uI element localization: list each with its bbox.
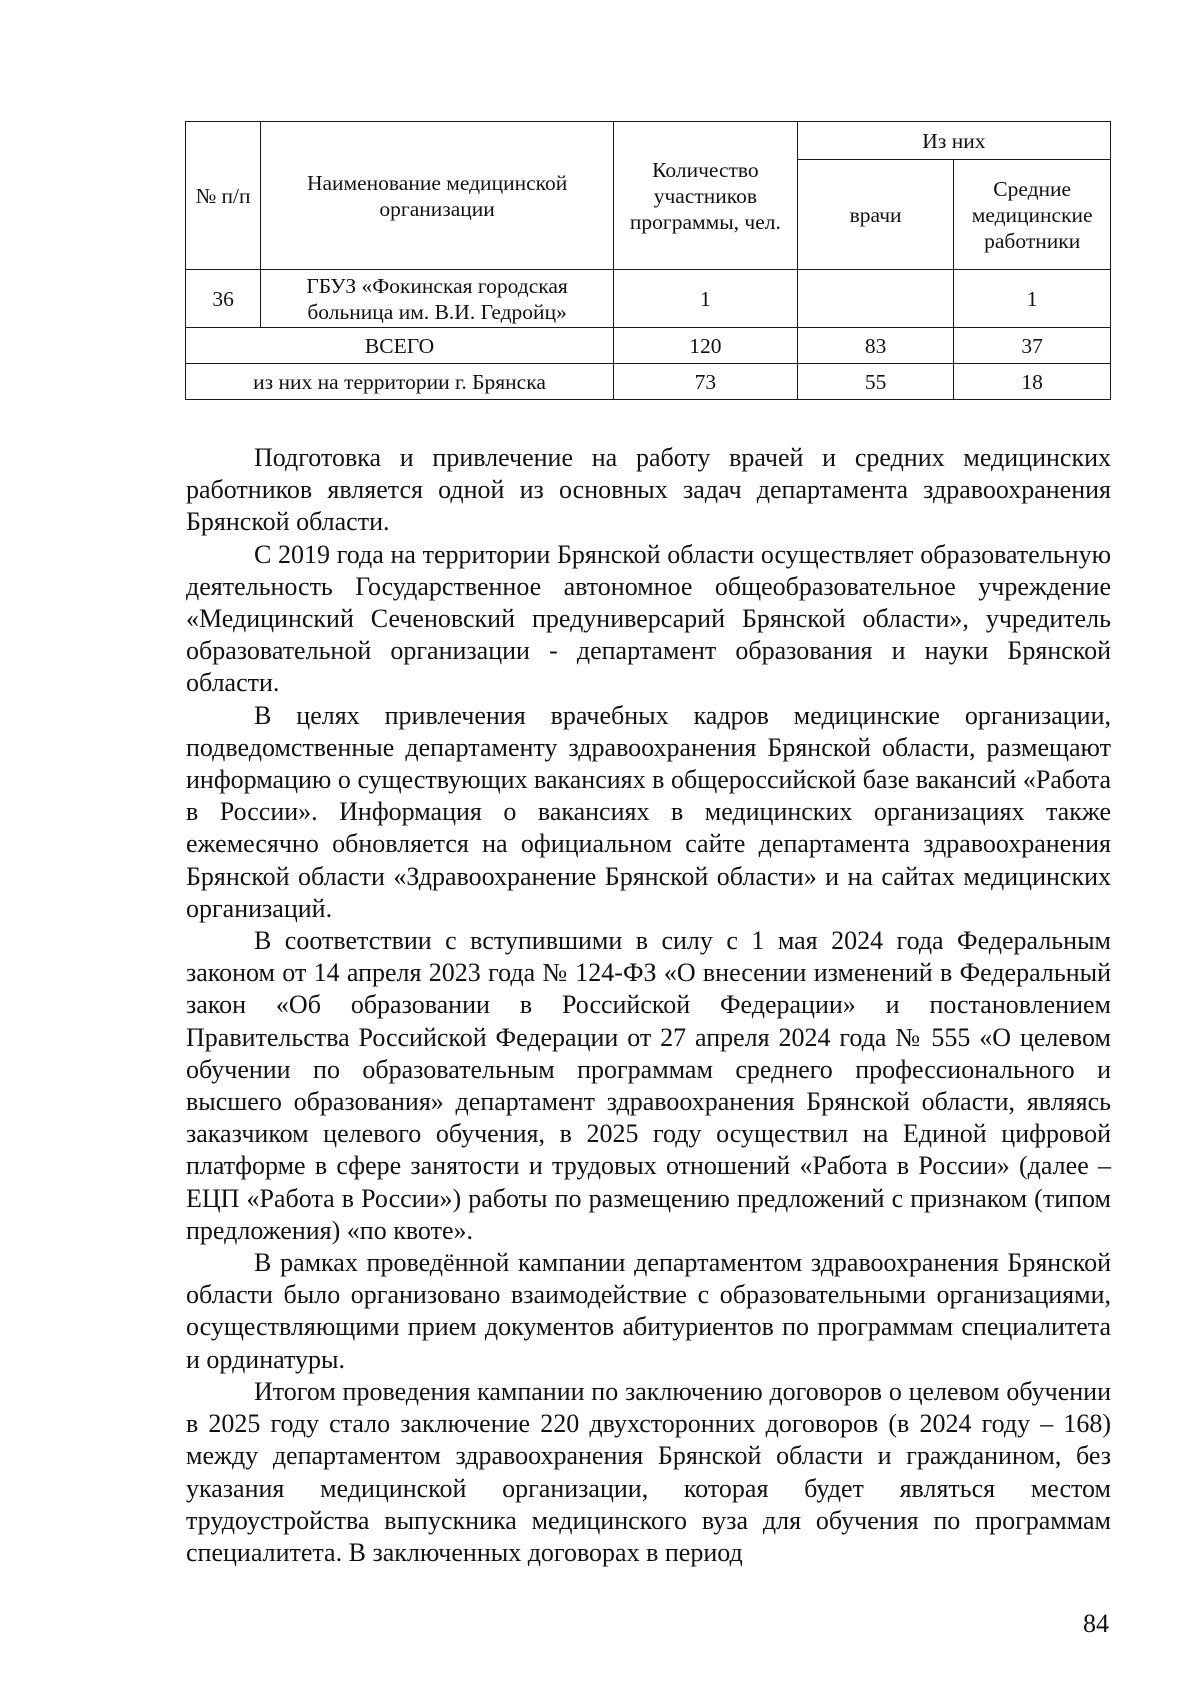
header-name: Наименование медицинской организации [261,122,614,270]
table-header-row [186,122,1111,160]
table-row [186,270,1111,328]
total-label: ВСЕГО [186,328,614,364]
page-number: 84 [1083,1609,1109,1638]
participants-table [185,121,1111,400]
paragraph: С 2019 года на территории Брянской области осуществляет образовательную деятельность Государственное автономное общеобразовательное учреждение «Медицинский Сеченовский предуниверсарий Брянской области», учредитель образовательной организации - департамент образования и науки Брянской области. [186,539,1111,698]
header-of-them: Из них [797,122,1110,160]
total-nurses: 37 [954,328,1111,364]
total-doctors: 83 [797,328,954,364]
paragraph: В соответствии с вступившими в силу с 1 мая 2024 года Федеральным законом от 14 апреля 2023 года № 124-ФЗ «О внесении изменений в Федеральный закон «Об образовании в Российской Федерации» и постановлением Правительства Российской Федерации от 27 апреля 2024 года № 555 «О целевом обучении по образовательным программам среднего профессионального и высшего образования» департамент здравоохранения Брянской области, являясь заказчиком целевого обучения, в 2025 году осуществил на Единой цифровой платформе в сфере занятости и трудовых отношений «Работа в России» (далее – ЕЦП «Работа в России») работы по размещению предложений с признаком (типом предложения) «по квоте». [186,926,1111,1245]
bryansk-doctors: 55 [797,364,954,400]
paragraph: В целях привлечения врачебных кадров медицинские организации, подведомственные департаменту здравоохранения Брянской области, размещают информацию о существующих вакансиях в общероссийской базе вакансий «Работа в России». Информация о вакансиях в медицинских организациях также ежемесячно обновляется на официальном сайте департамента здравоохранения Брянской области «Здравоохранение Брянской области» и на сайтах медицинских организаций. [186,700,1111,923]
cell-num: 36 [186,270,261,328]
header-nurses: Средние медицинские работники [954,160,1111,270]
header-count: Количество участников программы, чел. [614,122,798,270]
bryansk-nurses: 18 [954,364,1111,400]
bryansk-label: из них на территории г. Брянска [186,364,614,400]
paragraph: В рамках проведённой кампании департаментом здравоохранения Брянской области было организовано взаимодействие с образовательными организациями, осуществляющими прием документов абитуриентов по программам специалитета и ординатуры. [186,1248,1111,1374]
body-text [186,442,1111,1569]
table-total-row [186,328,1111,364]
table-bryansk-row [186,364,1111,400]
cell-nurses: 1 [954,270,1111,328]
total-count: 120 [614,328,798,364]
header-num: № п/п [186,122,261,270]
paragraph: Итогом проведения кампании по заключению договоров о целевом обучении в 2025 году стало заключение 220 двухсторонних договоров (в 2024 году – 168) между департаментом здравоохранения Брянской области и гражданином, без указания медицинской организации, которая будет являться местом трудоустройства выпускника медицинского вуза для обучения по программам специалитета. В заключенных договорах в период [186,1376,1111,1567]
cell-count: 1 [614,270,798,328]
bryansk-count: 73 [614,364,798,400]
header-doctors: врачи [797,160,954,270]
cell-name: ГБУЗ «Фокинская городская больница им. В.И. Гедройц» [261,270,614,328]
paragraph: Подготовка и привлечение на работу врачей и средних медицинских работников является одной из основных задач департамента здравоохранения Брянской области. [186,443,1111,537]
cell-doctors [797,270,954,328]
